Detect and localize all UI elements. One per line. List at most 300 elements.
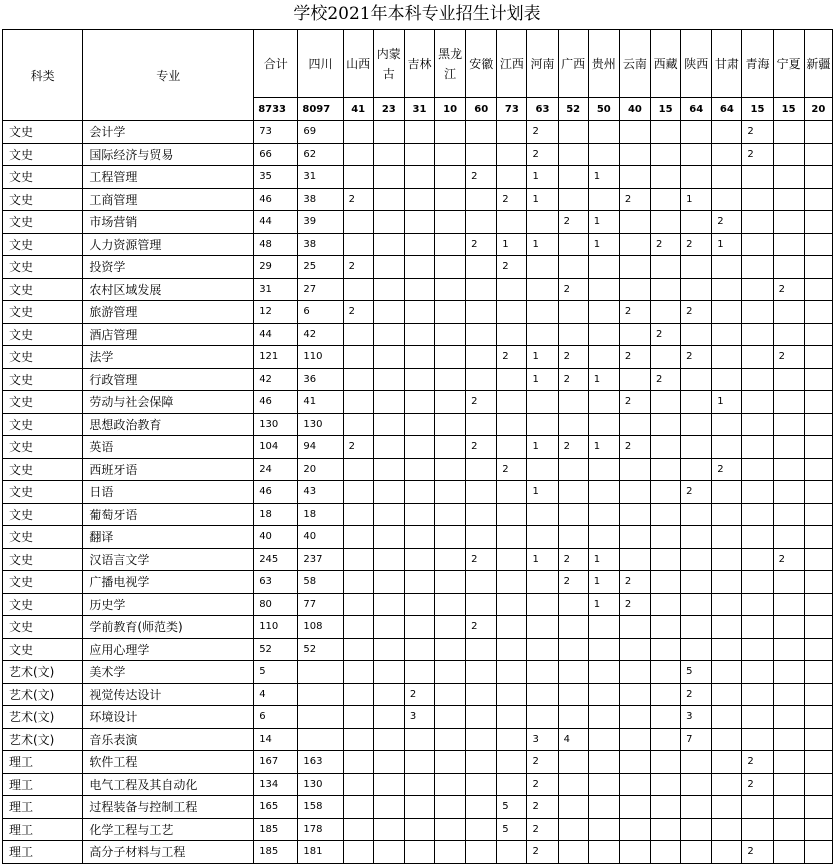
category-cell: 文史: [3, 121, 83, 144]
total-quota-cell: 44: [254, 211, 298, 234]
quota-cell: [651, 166, 681, 189]
quota-cell: 2: [619, 593, 650, 616]
quota-cell: [651, 548, 681, 571]
quota-cell: [588, 638, 619, 661]
quota-cell: [588, 728, 619, 751]
quota-cell: [681, 796, 712, 819]
quota-cell: 25: [298, 256, 343, 279]
quota-cell: [804, 346, 832, 369]
total-quota-cell: 31: [254, 278, 298, 301]
quota-cell: [619, 728, 650, 751]
quota-cell: [343, 368, 373, 391]
quota-cell: 1: [712, 391, 742, 414]
quota-cell: [742, 346, 773, 369]
quota-cell: 2: [527, 751, 558, 774]
quota-cell: [742, 706, 773, 729]
quota-cell: [712, 323, 742, 346]
quota-cell: 4: [558, 728, 588, 751]
quota-cell: [527, 301, 558, 324]
quota-cell: 1: [527, 436, 558, 459]
quota-cell: 2: [681, 301, 712, 324]
quota-cell: [804, 121, 832, 144]
total-quota-cell: 24: [254, 458, 298, 481]
header-province: 新疆: [804, 30, 832, 98]
major-cell: 广播电视学: [83, 571, 254, 594]
quota-cell: [588, 796, 619, 819]
quota-cell: [497, 616, 527, 639]
quota-cell: [435, 413, 466, 436]
total-quota-cell: 63: [254, 571, 298, 594]
quota-cell: [466, 481, 497, 504]
category-cell: 理工: [3, 841, 83, 864]
quota-cell: 130: [298, 773, 343, 796]
quota-cell: 5: [497, 796, 527, 819]
table-row: [3, 571, 833, 594]
quota-cell: [343, 616, 373, 639]
enrollment-plan-table: [2, 29, 833, 864]
quota-cell: [804, 548, 832, 571]
quota-cell: [681, 211, 712, 234]
quota-cell: [681, 323, 712, 346]
quota-cell: [773, 503, 804, 526]
quota-cell: [527, 323, 558, 346]
quota-cell: [404, 616, 434, 639]
quota-cell: [466, 211, 497, 234]
quota-cell: [742, 368, 773, 391]
quota-cell: 2: [558, 436, 588, 459]
major-cell: 高分子材料与工程: [83, 841, 254, 864]
table-row: [3, 818, 833, 841]
quota-cell: 2: [773, 278, 804, 301]
quota-cell: 2: [742, 121, 773, 144]
quota-cell: [651, 616, 681, 639]
quota-cell: 38: [298, 188, 343, 211]
quota-cell: [466, 121, 497, 144]
quota-cell: [619, 841, 650, 864]
quota-cell: [804, 706, 832, 729]
quota-cell: [588, 413, 619, 436]
quota-cell: 2: [558, 346, 588, 369]
quota-cell: [466, 773, 497, 796]
major-cell: 电气工程及其自动化: [83, 773, 254, 796]
header-province: 河南: [527, 30, 558, 98]
quota-cell: [651, 841, 681, 864]
quota-cell: [651, 143, 681, 166]
quota-cell: 3: [404, 706, 434, 729]
quota-cell: [651, 818, 681, 841]
quota-cell: [404, 346, 434, 369]
total-quota-cell: 5: [254, 661, 298, 684]
quota-cell: [619, 706, 650, 729]
quota-cell: [435, 188, 466, 211]
header-province: 青海: [742, 30, 773, 98]
quota-cell: [742, 278, 773, 301]
quota-cell: 110: [298, 346, 343, 369]
quota-cell: [588, 526, 619, 549]
quota-cell: [373, 616, 404, 639]
table-row: [3, 211, 833, 234]
table-row: [3, 728, 833, 751]
quota-cell: 2: [527, 841, 558, 864]
quota-cell: [681, 278, 712, 301]
quota-cell: 130: [298, 413, 343, 436]
quota-cell: [773, 818, 804, 841]
major-cell: 软件工程: [83, 751, 254, 774]
quota-cell: [466, 683, 497, 706]
table-row: [3, 751, 833, 774]
quota-cell: [298, 706, 343, 729]
quota-cell: [804, 503, 832, 526]
quota-cell: [373, 773, 404, 796]
quota-cell: 2: [466, 548, 497, 571]
quota-cell: [343, 683, 373, 706]
quota-cell: [681, 143, 712, 166]
category-cell: 文史: [3, 143, 83, 166]
quota-cell: 1: [527, 548, 558, 571]
major-cell: 葡萄牙语: [83, 503, 254, 526]
quota-cell: [435, 436, 466, 459]
quota-cell: [558, 503, 588, 526]
category-cell: 艺术(文): [3, 661, 83, 684]
quota-cell: [404, 301, 434, 324]
quota-cell: [773, 368, 804, 391]
total-cell: 60: [466, 98, 497, 121]
quota-cell: [558, 706, 588, 729]
quota-cell: [558, 526, 588, 549]
quota-cell: [404, 143, 434, 166]
quota-cell: [497, 121, 527, 144]
quota-cell: 1: [527, 188, 558, 211]
quota-cell: [373, 368, 404, 391]
quota-cell: [435, 301, 466, 324]
quota-cell: [773, 773, 804, 796]
major-cell: 学前教育(师范类): [83, 616, 254, 639]
quota-cell: [466, 301, 497, 324]
quota-cell: 41: [298, 391, 343, 414]
quota-cell: [773, 121, 804, 144]
quota-cell: [558, 751, 588, 774]
quota-cell: [558, 616, 588, 639]
quota-cell: [588, 683, 619, 706]
quota-cell: [558, 143, 588, 166]
category-cell: 文史: [3, 638, 83, 661]
quota-cell: 5: [497, 818, 527, 841]
quota-cell: [619, 796, 650, 819]
quota-cell: 43: [298, 481, 343, 504]
quota-cell: 2: [619, 346, 650, 369]
quota-cell: 2: [466, 391, 497, 414]
quota-cell: 2: [742, 841, 773, 864]
quota-cell: [373, 481, 404, 504]
quota-cell: [619, 121, 650, 144]
quota-cell: [373, 323, 404, 346]
quota-cell: [497, 706, 527, 729]
total-quota-cell: 73: [254, 121, 298, 144]
quota-cell: [343, 391, 373, 414]
quota-cell: [712, 256, 742, 279]
category-cell: 文史: [3, 166, 83, 189]
header-row: [3, 30, 833, 98]
quota-cell: [804, 143, 832, 166]
quota-cell: [404, 571, 434, 594]
quota-cell: [404, 121, 434, 144]
quota-cell: [588, 301, 619, 324]
quota-cell: [712, 121, 742, 144]
quota-cell: [681, 548, 712, 571]
quota-cell: [435, 706, 466, 729]
quota-cell: [497, 368, 527, 391]
quota-cell: [373, 211, 404, 234]
quota-cell: [497, 481, 527, 504]
table-row: [3, 278, 833, 301]
total-quota-cell: 66: [254, 143, 298, 166]
quota-cell: [712, 301, 742, 324]
header-province: 内蒙古: [373, 30, 404, 98]
table-row: [3, 773, 833, 796]
table-row: [3, 436, 833, 459]
quota-cell: [712, 143, 742, 166]
total-quota-cell: 29: [254, 256, 298, 279]
quota-cell: [435, 616, 466, 639]
quota-cell: [742, 548, 773, 571]
quota-cell: [712, 661, 742, 684]
quota-cell: [435, 458, 466, 481]
major-cell: 应用心理学: [83, 638, 254, 661]
category-cell: 文史: [3, 188, 83, 211]
quota-cell: [343, 526, 373, 549]
quota-cell: [588, 188, 619, 211]
quota-cell: [651, 391, 681, 414]
quota-cell: [742, 436, 773, 459]
quota-cell: [497, 571, 527, 594]
quota-cell: [651, 503, 681, 526]
total-cell: 23: [373, 98, 404, 121]
major-cell: 人力资源管理: [83, 233, 254, 256]
quota-cell: 1: [527, 233, 558, 256]
category-cell: 文史: [3, 278, 83, 301]
quota-cell: [435, 661, 466, 684]
quota-cell: [343, 638, 373, 661]
quota-cell: [804, 368, 832, 391]
quota-cell: 58: [298, 571, 343, 594]
quota-cell: [527, 458, 558, 481]
quota-cell: [619, 526, 650, 549]
quota-cell: [681, 571, 712, 594]
quota-cell: [558, 841, 588, 864]
quota-cell: [435, 548, 466, 571]
table-row: [3, 256, 833, 279]
quota-cell: [681, 616, 712, 639]
quota-cell: [773, 571, 804, 594]
quota-cell: [497, 211, 527, 234]
table-row: [3, 166, 833, 189]
header-major: 专业: [83, 30, 254, 121]
quota-cell: [466, 593, 497, 616]
quota-cell: [773, 593, 804, 616]
total-cell: 15: [651, 98, 681, 121]
quota-cell: 39: [298, 211, 343, 234]
quota-cell: [373, 796, 404, 819]
quota-cell: [773, 661, 804, 684]
quota-cell: [742, 503, 773, 526]
quota-cell: [804, 188, 832, 211]
quota-cell: [651, 683, 681, 706]
category-cell: 艺术(文): [3, 728, 83, 751]
quota-cell: [497, 548, 527, 571]
quota-cell: [773, 256, 804, 279]
category-cell: 文史: [3, 346, 83, 369]
category-cell: 文史: [3, 413, 83, 436]
quota-cell: [681, 751, 712, 774]
quota-cell: [466, 661, 497, 684]
category-cell: 理工: [3, 751, 83, 774]
quota-cell: 7: [681, 728, 712, 751]
major-cell: 劳动与社会保障: [83, 391, 254, 414]
quota-cell: [435, 593, 466, 616]
header-province: 贵州: [588, 30, 619, 98]
quota-cell: [497, 751, 527, 774]
major-cell: 会计学: [83, 121, 254, 144]
quota-cell: [497, 503, 527, 526]
quota-cell: 3: [681, 706, 712, 729]
quota-cell: [773, 413, 804, 436]
quota-cell: [466, 818, 497, 841]
quota-cell: [588, 481, 619, 504]
quota-cell: [773, 233, 804, 256]
category-cell: 文史: [3, 548, 83, 571]
quota-cell: [466, 751, 497, 774]
quota-cell: 2: [404, 683, 434, 706]
quota-cell: [466, 728, 497, 751]
quota-cell: [373, 458, 404, 481]
quota-cell: 2: [558, 571, 588, 594]
major-cell: 思想政治教育: [83, 413, 254, 436]
table-row: [3, 458, 833, 481]
quota-cell: [804, 728, 832, 751]
quota-cell: [435, 683, 466, 706]
quota-cell: [466, 413, 497, 436]
quota-cell: [588, 278, 619, 301]
quota-cell: [681, 503, 712, 526]
category-cell: 文史: [3, 436, 83, 459]
quota-cell: 2: [773, 548, 804, 571]
quota-cell: [712, 346, 742, 369]
quota-cell: [773, 323, 804, 346]
quota-cell: [404, 211, 434, 234]
quota-cell: 38: [298, 233, 343, 256]
quota-cell: 2: [619, 188, 650, 211]
header-province: 黑龙江: [435, 30, 466, 98]
quota-cell: [619, 413, 650, 436]
header-total: 合计: [254, 30, 298, 98]
quota-cell: [373, 503, 404, 526]
quota-cell: [681, 391, 712, 414]
category-cell: 文史: [3, 211, 83, 234]
header-province: 广西: [558, 30, 588, 98]
quota-cell: [497, 683, 527, 706]
quota-cell: [435, 278, 466, 301]
quota-cell: [773, 143, 804, 166]
quota-cell: 1: [588, 166, 619, 189]
quota-cell: [742, 593, 773, 616]
quota-cell: [804, 683, 832, 706]
quota-cell: [373, 548, 404, 571]
category-cell: 文史: [3, 593, 83, 616]
page-title: 学校2021年本科专业招生计划表: [293, 4, 541, 24]
quota-cell: [527, 683, 558, 706]
quota-cell: [804, 481, 832, 504]
quota-cell: [373, 638, 404, 661]
quota-cell: [588, 818, 619, 841]
quota-cell: [497, 391, 527, 414]
major-cell: 汉语言文学: [83, 548, 254, 571]
quota-cell: [466, 278, 497, 301]
quota-cell: 1: [527, 346, 558, 369]
quota-cell: [742, 728, 773, 751]
quota-cell: [404, 278, 434, 301]
quota-cell: [773, 211, 804, 234]
quota-cell: 42: [298, 323, 343, 346]
table-row: [3, 526, 833, 549]
quota-cell: [373, 841, 404, 864]
quota-cell: 5: [681, 661, 712, 684]
quota-cell: [619, 773, 650, 796]
quota-cell: [404, 593, 434, 616]
quota-cell: [527, 526, 558, 549]
quota-cell: [404, 256, 434, 279]
quota-cell: 62: [298, 143, 343, 166]
quota-cell: 20: [298, 458, 343, 481]
quota-cell: [435, 256, 466, 279]
quota-cell: [373, 683, 404, 706]
table-row: [3, 323, 833, 346]
quota-cell: [558, 661, 588, 684]
quota-cell: [712, 796, 742, 819]
quota-cell: [588, 256, 619, 279]
table-row: [3, 593, 833, 616]
quota-cell: [651, 571, 681, 594]
header-province: 安徽: [466, 30, 497, 98]
quota-cell: [619, 166, 650, 189]
major-cell: 旅游管理: [83, 301, 254, 324]
quota-cell: 36: [298, 368, 343, 391]
quota-cell: [619, 278, 650, 301]
quota-cell: [804, 278, 832, 301]
quota-cell: 2: [742, 143, 773, 166]
major-cell: 化学工程与工艺: [83, 818, 254, 841]
quota-cell: [466, 323, 497, 346]
quota-cell: 1: [588, 593, 619, 616]
table-row: [3, 301, 833, 324]
quota-cell: [527, 638, 558, 661]
quota-cell: [651, 121, 681, 144]
major-cell: 美术学: [83, 661, 254, 684]
quota-cell: [558, 481, 588, 504]
category-cell: 理工: [3, 818, 83, 841]
quota-cell: [497, 301, 527, 324]
table-row: [3, 346, 833, 369]
total-quota-cell: 48: [254, 233, 298, 256]
quota-cell: 2: [497, 188, 527, 211]
quota-cell: 2: [558, 211, 588, 234]
major-cell: 翻译: [83, 526, 254, 549]
quota-cell: [619, 683, 650, 706]
total-cell: 64: [712, 98, 742, 121]
quota-cell: 1: [527, 166, 558, 189]
quota-cell: [435, 121, 466, 144]
total-cell: 73: [497, 98, 527, 121]
quota-cell: 2: [343, 256, 373, 279]
